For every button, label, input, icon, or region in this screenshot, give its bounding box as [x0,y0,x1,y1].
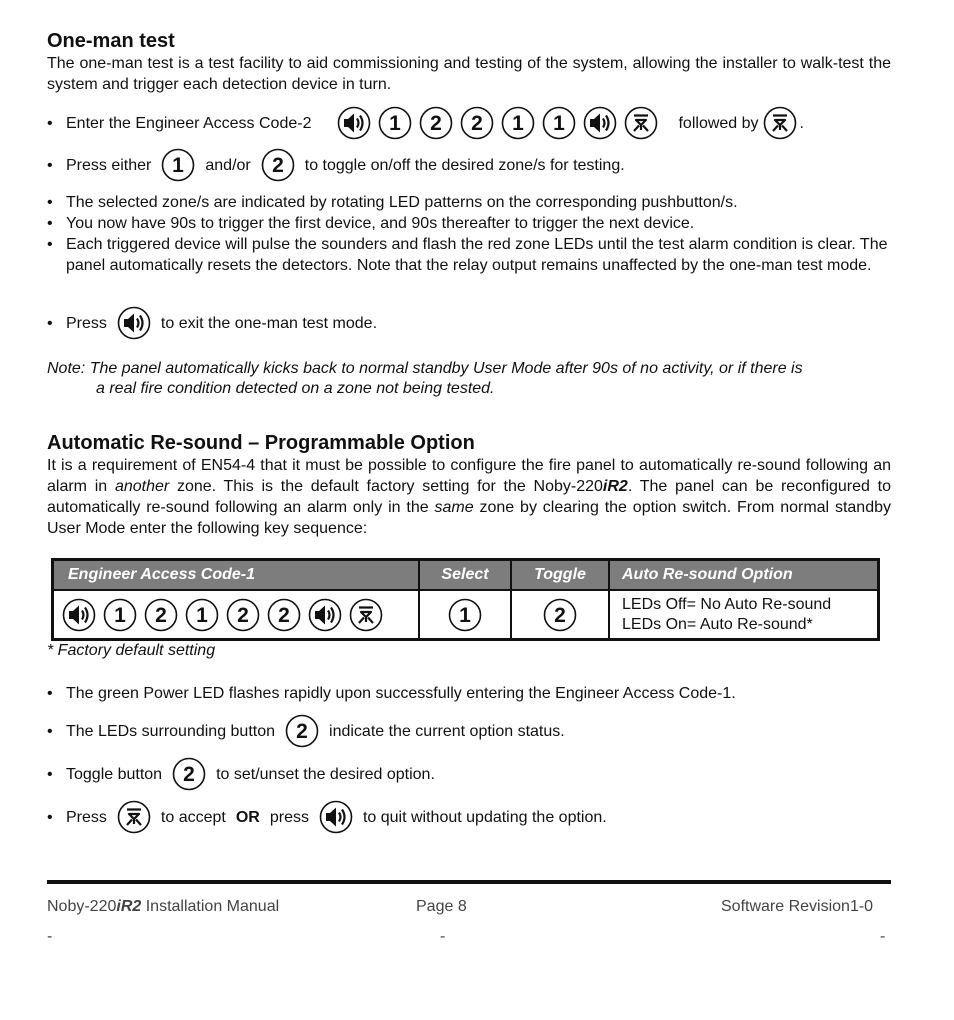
bullet-text-pre: Press [66,314,107,332]
key-1-icon [161,148,195,182]
footer-manual-label: Installation Manual [141,898,280,915]
option-cell [609,590,879,640]
enter-key-icon [763,106,797,140]
intro-part-b: zone. This is the default factory setting for the Noby-220 [169,478,603,495]
header-option: Auto Re-sound Option [609,560,879,591]
footer-rule [47,880,891,884]
followed-by-text: followed by [678,114,759,132]
footer-model-suffix: iR2 [116,898,142,915]
bullet: • [47,194,53,211]
svg-text:2: 2 [430,112,443,135]
key-2-icon [261,148,295,182]
bullet-text-mid2: press [269,808,309,826]
bullet-text-post: to set/unset the desired option. [216,765,435,783]
svg-text:2: 2 [271,154,284,177]
svg-text:2: 2 [278,603,290,627]
code-keys-cell [53,590,420,640]
key-sequence-table [51,558,880,641]
footer-dash-center: - [440,928,446,945]
bullet-press-accept [47,798,891,836]
enter-key-icon [349,598,383,632]
speaker-icon [62,598,96,632]
bullet-text-pre: Press [66,808,107,826]
header-toggle: Toggle [511,560,609,591]
section-title-auto-resound: Automatic Re-sound – Programmable Option [47,432,475,454]
svg-text:1: 1 [114,603,126,627]
key-2-icon [419,106,453,140]
key-2-icon [267,598,301,632]
bullet: • [47,809,53,826]
bullet-text-post: to toggle on/off the desired zone/s for testing. [304,156,625,174]
bullet: • [47,236,53,253]
bullet-press-either [47,146,891,184]
footer-page-number: Page 8 [416,898,467,915]
bullet: • [47,723,53,740]
bullet: • [47,215,53,232]
bullet: • [47,315,53,332]
bullet-text-mid1: to accept [160,808,226,826]
bullet-text: Each triggered device will pulse the sounders and flash the red zone LEDs until the test alarm condition is clear. The panel automatically resets the detectors. Note that the relay output remains unaffected by the one-man test mode. [66,236,888,274]
svg-text:2: 2 [237,603,249,627]
header-select: Select [419,560,511,591]
bullet-text: The selected zone/s are indicated by rotating LED patterns on the corresponding pushbutton/s. [66,194,738,211]
bullet-text-pre: The LEDs surrounding button [66,722,276,740]
key-sequence-code-1 [62,598,383,632]
footer-model: Noby-220 [47,898,117,915]
key-2-icon [285,714,319,748]
key-2-icon [460,106,494,140]
intro-part-d: zone by clearing the option switch. From normal standby User Mode enter the following key sequence: [47,499,892,537]
period: . [799,114,804,132]
bullet: • [47,157,53,174]
speaker-icon [117,306,151,340]
auto-resound-intro [47,455,891,539]
bullet-press-exit [47,304,891,342]
key-2-icon [172,757,206,791]
key-2-icon [543,598,577,632]
footer-dash-right: - [880,928,886,945]
svg-text:1: 1 [172,154,185,177]
footer-software-revision: Software Revision1-0 [721,898,874,915]
footer-dash-left: - [47,928,53,945]
key-1-icon [185,598,219,632]
header-engineer-code: Engineer Access Code-1 [53,560,420,591]
bullet-toggle-button [47,755,891,793]
intro-emphasis-same: same [434,499,474,516]
bullet-text: Enter the Engineer Access Code-2 [66,114,312,132]
bullet: • [47,766,53,783]
speaker-icon [308,598,342,632]
one-man-intro: The one-man test is a test facility to aid commissioning and testing of the system, allowing the installer to walk-test the system and trigger each detection device in turn. [47,55,891,93]
bullet-text-pre: Press either [66,156,152,174]
bullet-text-post: to quit without updating the option. [362,808,607,826]
svg-text:1: 1 [389,112,402,135]
speaker-icon [319,800,353,834]
svg-text:2: 2 [155,603,167,627]
bullet-text-mid: and/or [205,156,251,174]
factory-default-footnote: * Factory default setting [47,642,216,659]
bullet-leds-surrounding [47,712,891,750]
bullet-text-post: to exit the one-man test mode. [160,314,378,332]
note-line-2: a real fire condition detected on a zone not being tested. [96,380,495,397]
svg-text:2: 2 [296,720,308,743]
note-line-1: Note: The panel automatically kicks back to normal standby User Mode after 90s of no activity, or if there is [47,360,803,377]
intro-part-a: It is a requirement of EN54-4 that it must be possible to configure the fire panel to automatically re-sound following an alarm in [47,457,891,495]
bullet-enter-code [47,103,891,143]
model-suffix: iR2 [602,478,628,495]
table-row [53,590,879,640]
svg-text:1: 1 [512,112,525,135]
svg-text:2: 2 [183,763,195,786]
bullet-triggered-device [47,234,891,297]
svg-text:1: 1 [459,603,471,627]
svg-text:2: 2 [471,112,484,135]
svg-text:2: 2 [554,603,566,627]
section-title-one-man-test: One-man test [47,30,175,52]
bullet: • [47,115,53,132]
speaker-icon [583,106,617,140]
key-1-icon [448,598,482,632]
key-1-icon [378,106,412,140]
bullet-text-post: indicate the current option status. [329,722,565,740]
key-1-icon [501,106,535,140]
option-line-1: LEDs Off= No Auto Re-sound [622,595,832,613]
option-line-2: LEDs On= Auto Re-sound* [622,615,813,633]
intro-part-c: . The panel can be reconfigured to automatically re-sound following an alarm only in the [47,478,891,516]
bullet-text-pre: Toggle button [66,765,163,783]
intro-emphasis-another: another [114,478,170,495]
key-2-icon [226,598,260,632]
enter-key-icon [117,800,151,834]
select-cell [419,590,511,640]
enter-key-icon [624,106,658,140]
key-sequence-code-2 [337,106,658,140]
svg-text:1: 1 [196,603,208,627]
bullet-text: The green Power LED flashes rapidly upon successfully entering the Engineer Access Code-1. [66,685,736,702]
footer-manual-title [47,898,279,916]
bullet-text: You now have 90s to trigger the first device, and 90s thereafter to trigger the next device. [66,215,695,232]
or-text: OR [235,808,260,826]
toggle-cell [511,590,609,640]
speaker-icon [337,106,371,140]
key-2-icon [144,598,178,632]
table-header-row [53,560,879,591]
bullet: • [47,685,53,702]
key-1-icon [103,598,137,632]
key-1-icon [542,106,576,140]
svg-text:1: 1 [553,112,566,135]
